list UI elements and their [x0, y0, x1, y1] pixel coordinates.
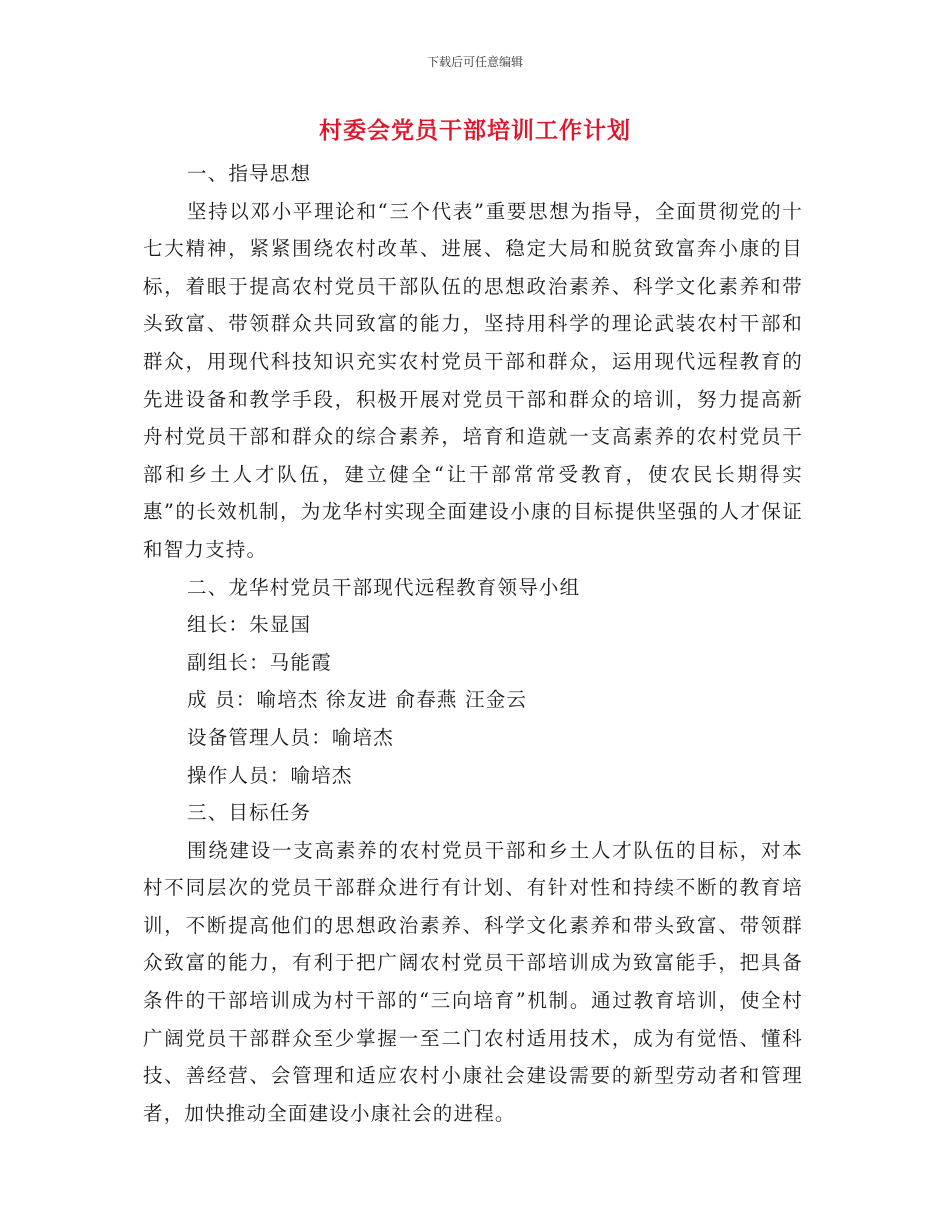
roster-deputy-leader: 副组长：马能霞	[187, 650, 332, 674]
document-body	[143, 155, 803, 1132]
header-note: 下载后可任意编辑	[426, 55, 523, 69]
paragraph-goals: 围绕建设一支高素养的农村党员干部和乡土人才队伍的目标，对本村不同层次的党员干部群众进行有计划、有针对性和持续不断的教育培训，不断提高他们的思想政治素养、科学文化素养和带头致富、带领群众致富的能力，有利于把广阔农村党员干部培训成为致富能手，把具备条件的干部培训成为村干部的“三向培育”机制。通过教育培训，使全村广阔党员干部群众至少掌握一至二门农村适用技术，成为有觉悟、懂科技、善经营、会管理和适应农村小康社会建设需要的新型劳动者和管理者，加快推动全面建设小康社会的进程。	[143, 838, 803, 1125]
section-heading-leadership-group: 二、龙华村党员干部现代远程教育领导小组	[187, 575, 581, 599]
section-heading-goals: 三、目标任务	[187, 801, 312, 825]
roster-leader: 组长：朱显国	[187, 613, 312, 637]
roster-members: 成 员：喻培杰 徐友进 俞春燕 汪金云	[187, 688, 528, 712]
roster-equipment-manager: 设备管理人员：喻培杰	[187, 725, 395, 749]
roster-operator: 操作人员：喻培杰	[187, 763, 353, 787]
paragraph-guiding-ideology: 坚持以邓小平理论和“三个代表”重要思想为指导，全面贯彻党的十七大精神，紧紧围绕农村改革、进展、稳定大局和脱贫致富奔小康的目标，着眼于提高农村党员干部队伍的思想政治素养、科学文化素养和带头致富、带领群众共同致富的能力，坚持用科学的理论武装农村干部和群众，用现代科技知识充实农村党员干部和群众，运用现代远程教育的先进设备和教学手段，积极开展对党员干部和群众的培训，努力提高新舟村党员干部和群众的综合素养，培育和造就一支高素养的农村党员干部和乡土人才队伍，建立健全“让干部常常受教育，使农民长期得实惠”的长效机制，为龙华村实现全面建设小康的目标提供坚强的人才保证和智力支持。	[143, 199, 803, 561]
document-title: 村委会党员干部培训工作计划	[319, 118, 631, 144]
section-heading-guiding-ideology: 一、指导思想	[187, 162, 312, 185]
